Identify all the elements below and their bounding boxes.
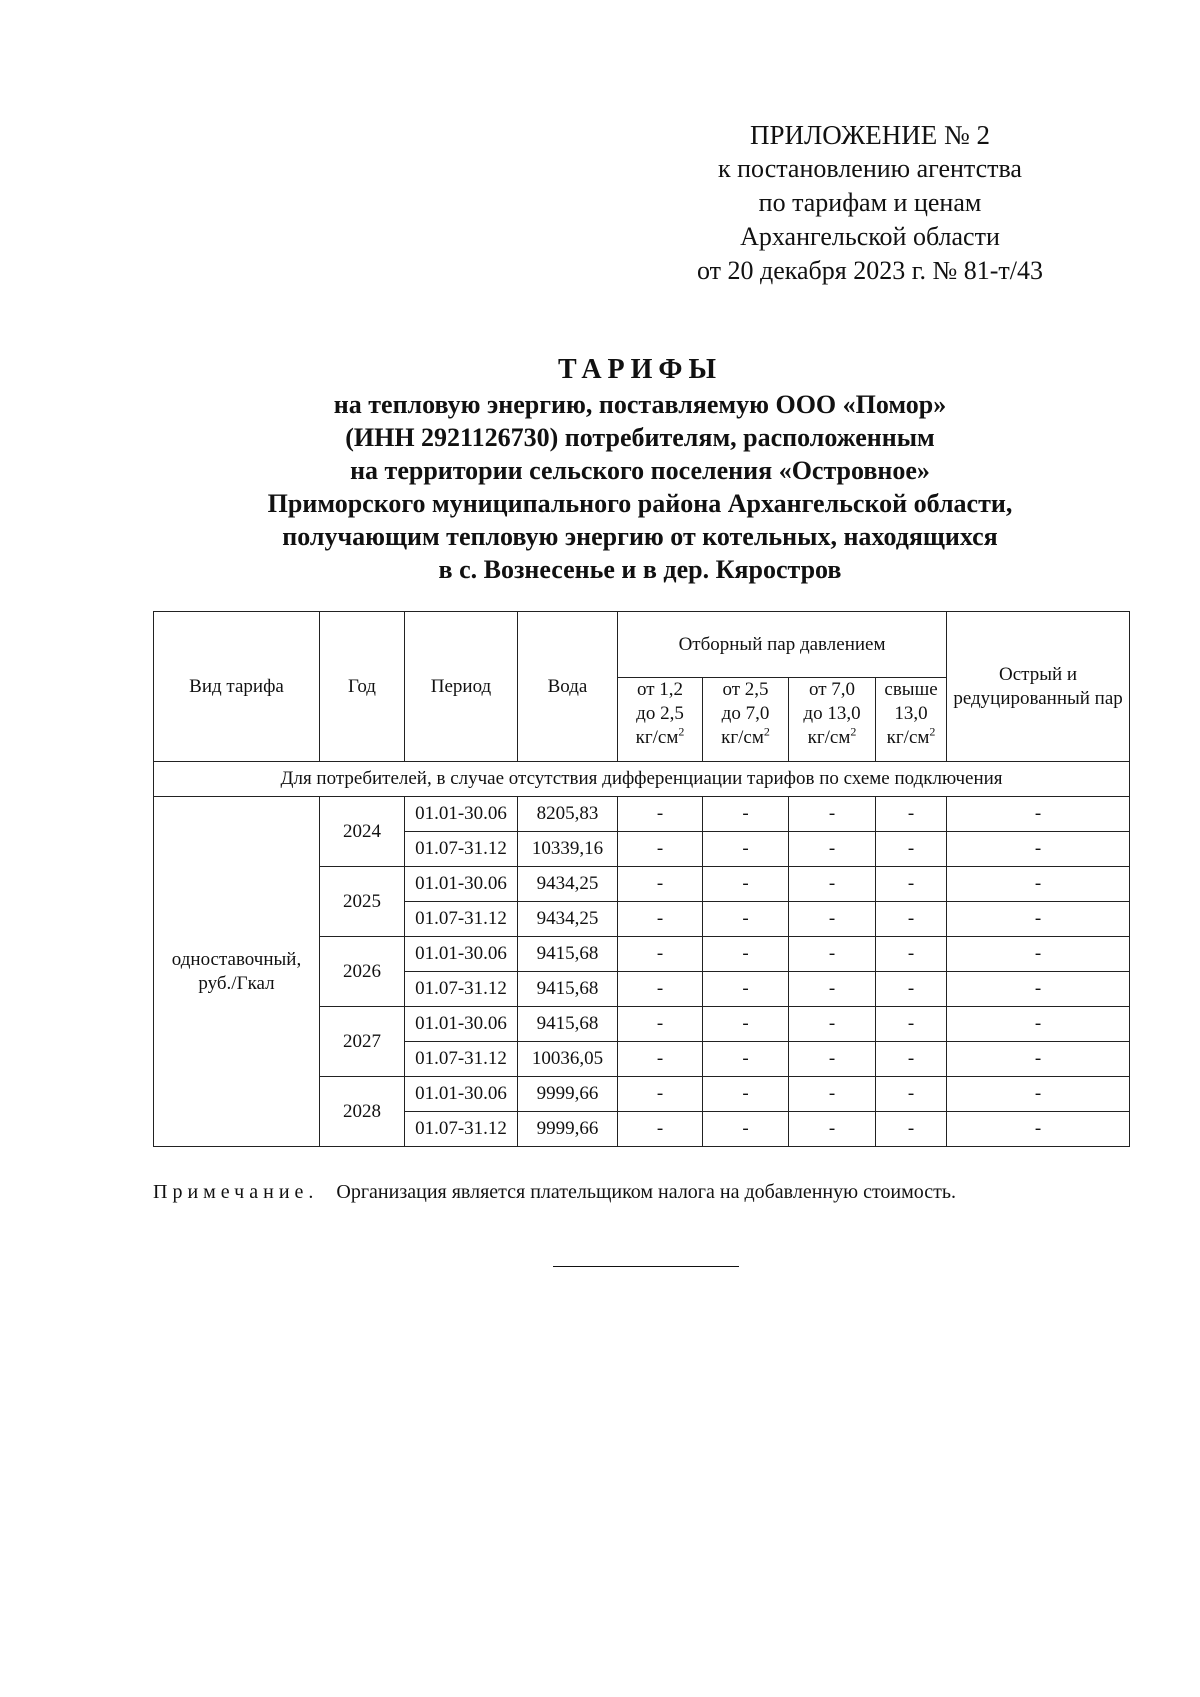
steam-over-13-0-cell: - — [876, 867, 947, 902]
steam-2-5-7-0-cell: - — [703, 832, 789, 867]
appendix-line: Архангельской области — [740, 222, 1000, 251]
appendix-title: ПРИЛОЖЕНИЕ № 2 — [749, 120, 991, 150]
period-cell: 01.07-31.12 — [405, 972, 518, 1007]
steam-over-13-0-cell: - — [876, 902, 947, 937]
sharp-steam-cell: - — [947, 902, 1130, 937]
year-cell: 2027 — [320, 1007, 405, 1077]
steam-2-5-7-0-cell: - — [703, 1077, 789, 1112]
title-line: получающим тепловую энергию от котельных, находящихся — [282, 522, 998, 551]
steam-col-line: до 2,5 — [636, 703, 684, 724]
steam-1-2-2-5-cell: - — [618, 832, 703, 867]
water-value-cell: 9415,68 — [518, 937, 618, 972]
steam-col-line: до 7,0 — [721, 703, 770, 724]
steam-col-line: свыше — [884, 679, 938, 700]
steam-7-0-13-0-cell: - — [789, 797, 876, 832]
appendix-line: по тарифам и ценам — [758, 188, 982, 217]
period-cell: 01.07-31.12 — [405, 1112, 518, 1147]
unit-sup: 2 — [929, 724, 936, 739]
steam-over-13-0-cell: - — [876, 1077, 947, 1112]
steam-col-unit — [622, 726, 698, 750]
water-value-cell: 10339,16 — [518, 832, 618, 867]
steam-7-0-13-0-cell: - — [789, 867, 876, 902]
unit-text: кг/см — [635, 727, 679, 748]
header-steam-group: Отборный пар давлением — [618, 612, 947, 678]
steam-over-13-0-cell: - — [876, 1112, 947, 1147]
steam-2-5-7-0-cell: - — [703, 902, 789, 937]
sharp-steam-cell: - — [947, 1042, 1130, 1077]
period-cell: 01.01-30.06 — [405, 867, 518, 902]
period-cell: 01.01-30.06 — [405, 937, 518, 972]
title-line: на территории сельского поселения «Островное» — [350, 456, 930, 485]
sharp-steam-cell: - — [947, 937, 1130, 972]
title-line: Приморского муниципального района Архангельской области, — [267, 489, 1013, 518]
steam-7-0-13-0-cell: - — [789, 1042, 876, 1077]
steam-col-unit — [880, 726, 942, 750]
water-value-cell: 9415,68 — [518, 1007, 618, 1042]
steam-2-5-7-0-cell: - — [703, 972, 789, 1007]
steam-over-13-0-cell: - — [876, 937, 947, 972]
steam-2-5-7-0-cell: - — [703, 1042, 789, 1077]
steam-2-5-7-0-cell: - — [703, 1007, 789, 1042]
steam-col-unit — [707, 726, 784, 750]
steam-col-line: от 1,2 — [636, 679, 684, 700]
steam-1-2-2-5-cell: - — [618, 937, 703, 972]
year-cell: 2026 — [320, 937, 405, 1007]
steam-7-0-13-0-cell: - — [789, 902, 876, 937]
steam-2-5-7-0-cell: - — [703, 867, 789, 902]
sharp-steam-cell: - — [947, 832, 1130, 867]
header-steam-col — [876, 678, 947, 762]
sharp-steam-cell: - — [947, 1007, 1130, 1042]
water-value-cell: 8205,83 — [518, 797, 618, 832]
steam-over-13-0-cell: - — [876, 797, 947, 832]
unit-sup: 2 — [850, 724, 857, 739]
unit-sup: 2 — [678, 724, 685, 739]
water-value-cell: 10036,05 — [518, 1042, 618, 1077]
title-line: на тепловую энергию, поставляемую ООО «Помор» — [333, 390, 947, 419]
steam-1-2-2-5-cell: - — [618, 1077, 703, 1112]
unit-text: кг/см — [886, 727, 930, 748]
steam-2-5-7-0-cell: - — [703, 797, 789, 832]
appendix-date-line: от 20 декабря 2023 г. № 81-т/43 — [696, 256, 1044, 285]
closing-rule — [553, 1266, 739, 1267]
steam-1-2-2-5-cell: - — [618, 797, 703, 832]
appendix-line: к постановлению агентства — [718, 154, 1022, 183]
steam-1-2-2-5-cell: - — [618, 867, 703, 902]
steam-1-2-2-5-cell: - — [618, 1042, 703, 1077]
steam-1-2-2-5-cell: - — [618, 1007, 703, 1042]
steam-col-unit — [793, 726, 871, 750]
steam-7-0-13-0-cell: - — [789, 972, 876, 1007]
year-cell: 2025 — [320, 867, 405, 937]
appendix-block — [660, 118, 1080, 288]
title-line: (ИНН 2921126730) потребителям, расположенным — [345, 423, 935, 452]
steam-col-line: от 2,5 — [722, 679, 769, 700]
water-value-cell: 9999,66 — [518, 1112, 618, 1147]
header-steam-col — [789, 678, 876, 762]
tariff-table — [153, 611, 1130, 1147]
steam-col-line: 13,0 — [894, 703, 928, 724]
title-line: в с. Вознесенье и в дер. Кяростров — [438, 555, 842, 584]
period-cell: 01.01-30.06 — [405, 1077, 518, 1112]
steam-2-5-7-0-cell: - — [703, 1112, 789, 1147]
year-cell: 2024 — [320, 797, 405, 867]
steam-1-2-2-5-cell: - — [618, 972, 703, 1007]
table-row — [154, 797, 1130, 832]
steam-over-13-0-cell: - — [876, 1007, 947, 1042]
water-value-cell: 9434,25 — [518, 867, 618, 902]
document-title — [150, 352, 1130, 586]
title-main: ТАРИФЫ — [558, 354, 722, 385]
period-cell: 01.01-30.06 — [405, 797, 518, 832]
period-cell: 01.07-31.12 — [405, 832, 518, 867]
unit-sup: 2 — [763, 724, 770, 739]
note — [153, 1178, 1133, 1206]
sharp-steam-cell: - — [947, 972, 1130, 1007]
steam-7-0-13-0-cell: - — [789, 1077, 876, 1112]
water-value-cell: 9415,68 — [518, 972, 618, 1007]
period-cell: 01.07-31.12 — [405, 902, 518, 937]
header-steam-col — [618, 678, 703, 762]
water-value-cell: 9999,66 — [518, 1077, 618, 1112]
water-value-cell: 9434,25 — [518, 902, 618, 937]
steam-over-13-0-cell: - — [876, 832, 947, 867]
sharp-steam-cell: - — [947, 867, 1130, 902]
steam-2-5-7-0-cell: - — [703, 937, 789, 972]
steam-7-0-13-0-cell: - — [789, 832, 876, 867]
sharp-steam-cell: - — [947, 797, 1130, 832]
header-sharp-steam: Острый и редуцированный пар — [947, 612, 1130, 762]
sharp-steam-cell: - — [947, 1112, 1130, 1147]
section-label: Для потребителей, в случае отсутствия дифференциации тарифов по схеме подключения — [154, 762, 1130, 797]
unit-text: кг/см — [807, 727, 851, 748]
header-period: Период — [405, 612, 518, 762]
steam-1-2-2-5-cell: - — [618, 902, 703, 937]
steam-7-0-13-0-cell: - — [789, 1112, 876, 1147]
note-label: Примечание. — [153, 1181, 319, 1203]
year-cell: 2028 — [320, 1077, 405, 1147]
steam-col-line: от 7,0 — [808, 679, 856, 700]
sharp-steam-cell: - — [947, 1077, 1130, 1112]
header-year: Год — [320, 612, 405, 762]
steam-7-0-13-0-cell: - — [789, 1007, 876, 1042]
steam-over-13-0-cell: - — [876, 972, 947, 1007]
unit-text: кг/см — [721, 727, 764, 748]
steam-1-2-2-5-cell: - — [618, 1112, 703, 1147]
steam-7-0-13-0-cell: - — [789, 937, 876, 972]
period-cell: 01.01-30.06 — [405, 1007, 518, 1042]
steam-col-line: до 13,0 — [803, 703, 861, 724]
period-cell: 01.07-31.12 — [405, 1042, 518, 1077]
header-steam-col — [703, 678, 789, 762]
header-tariff-type: Вид тарифа — [154, 612, 320, 762]
steam-over-13-0-cell: - — [876, 1042, 947, 1077]
header-water: Вода — [518, 612, 618, 762]
note-text: Организация является плательщиком налога на добавленную стоимость. — [336, 1181, 957, 1203]
tariff-type-cell: одноставочный, руб./Гкал — [154, 797, 320, 1147]
